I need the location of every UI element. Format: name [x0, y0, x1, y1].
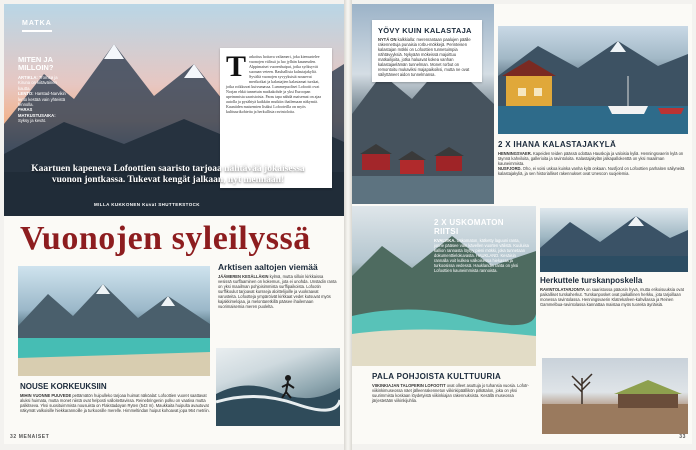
rorbu-body: NYTÄ ON kalkkialla: merenrantaan paalujen päälle rakennettuja punaisia rorbu-mökkejä. Perinteisen kalastajan mökki on Lofoottien tunnetuimpia nähtävyyksiä. Nykyään mökeissä majoittuu matkailijoita, jotka haluavat kokea vanhan kalastajaelämän tunnelman. Monet rorbut on remontoitu mukaviksi majapaikoiksi, mutta ne ovat säilyttäneet aidon tunnelmansa.: [378, 37, 471, 77]
page-gutter: [344, 0, 352, 450]
beaches-column: [434, 218, 530, 273]
beaches-heading: 2 X USKOMATON RIITSI: [434, 218, 504, 236]
beaches-body: KVALVIKA. Uskomaton, kätketty laguuni ranta, jonne pääsee vain kävellen vuorten välistä. Kuuluisa kallion rannasta löytyy pieni mökki, joka tunnetaan dokumenttielokuvasta. HAUKLAND. Kesäisin rannalla voit kulkea valkoisessa hiekassa ja turkoosissa vedessä. Hauklandin ranta on yksi Lofoottien kauneimmista rannoista.: [434, 238, 529, 273]
surf-body: JÄÄMEREN KESÄLLÄKIN kylmä, mutta silloin kirkkaissa vesissä surffaaminen on kokemus, jota ei unohda. Unstadin ranta on yksi maailman pohjoisimmista surffipaikoista. Lofootin surffikoulut tarjoavat kursseja aloittelijoille ja vuokraavat varusteita. Lofootteja ympäröivät kirkkaat vedet kutsuvat myös kajakkimelojaa, ja melontaretkillä pääsee ihailemaan vuorimaisemia meren puolelta.: [218, 274, 337, 309]
surfer-photo: [216, 348, 340, 426]
food-column: [540, 276, 688, 307]
culture-body: VIIKINKIAJAN TALOPERIN LOFOOTIT ovat olleet asuttuja jo tuhansia vuosia. Lofotr-viikinkimuseossa näet jälleenrakennetun viikinkipäällikön pitkätalon, joka on yksi suurimmista koskaan löydetyistä viikinkiajan rakennuksista. Kesällä museossa järjestetään viikinkijuhlia.: [372, 383, 529, 403]
harbor-photo: [498, 26, 688, 134]
village-column: [498, 140, 688, 176]
sidebar-line: LENTO: Harstad-Narvikin lento kestää vain yhteistä lennolla.: [18, 91, 66, 108]
right-page: [352, 4, 692, 444]
surf-heading: Arktisen aaltojen viemää: [218, 262, 318, 272]
left-page: [4, 4, 344, 444]
lagoon-photo: [18, 266, 210, 376]
village-body-1: HENNINGSVAER. Kapeiden teiden päässä odottaa Hauskoja ja valoisia kyliä. Henningsvaerin kylä on täynnä kahviloita, gallerioita ja ravintoloita. Kalastajakylän jalkapallokenttä on yksi maailman kauneimmista.: [498, 151, 684, 166]
page-folio-right: 33: [679, 434, 686, 440]
culture-heading: PALA POHJOISTA KULTTUURIA: [372, 372, 502, 381]
section-kicker: MATKA: [22, 20, 52, 27]
hiking-column: [20, 382, 212, 413]
photo-credit: MILLA KUKKONEN Kuvat SHUTTERSTOCK: [94, 202, 200, 207]
surf-column: [218, 262, 338, 309]
sidebar-line: ARTIKLA: Tromsø ja Kiruna on kiitäväinen kautta.: [18, 75, 58, 91]
sidebar-line: PARAS MATKUSTUSAIKA: Syksy ja kevät.: [18, 107, 56, 124]
info-sidebar: [18, 56, 66, 124]
page-folio-left: 32 MENAISET: [10, 434, 50, 440]
kicker-rule: [22, 30, 52, 32]
village-body-2: NUSFJORD. Oho, ei voisi uskoa kuinka vanha kylä onkaan. Nusfjord on Lofoottien parhaiten säilyneitä kalastajakyliä, ja sen historialliset rakennukset ovat Unescon suojelemia.: [498, 166, 685, 176]
drop-cap: T: [226, 50, 247, 83]
intro-text: arkoitus hoitava valtameri, joka kiemurtelee vuonojen välissä ja luo jylhän kauneuden. Alppimaiset vuorenhuiput, jotka syöksyvät suoraan veteen. Rauhallisia kalastajakyliä. Syvältä vuonojen syvyyksistä nousevat merikotkat ja kalastajien kalastamat turskat, jotka roikkuvat kuivumassa. Lummepuoliset Lofootit ovat Norjan ehkä tunnetuin matkakohde ja yksi Euroopan upeimmista saaristoista. Paras tapa nähdä maisemat on ajaa autolla ja pysähtyä kaikkiin mutkiin ihailemaan näkymiä. Kauniiden maisemien lisäksi Lofooteilla on myös kulttuurikohteita ja herkullisia ravintoloita.: [226, 54, 322, 114]
hiking-heading: NOUSE KORKEUKSIIN: [20, 382, 107, 391]
pull-quote: Kaartuen kapeneva Lofoottien saaristo tarjoaa nähtävää jokaisessa vuonon jontkassa. Tukevat kengät jalkaan, nyt mennään!: [31, 164, 305, 185]
article-headline: Vuonojen syleilyssä: [20, 220, 311, 257]
village-heading: 2 X IHANA KALASTAJAKYLÄ: [498, 140, 617, 149]
mountain-photo: [540, 208, 688, 272]
culture-column: [372, 372, 536, 403]
hero-photo: [4, 4, 344, 216]
museum-photo: [542, 358, 688, 434]
hiking-body: MIHIN VUONNE PUUVEDE pettämätön huipulleko tarjoaa huimat näköalat: Lofoottien vuoret saattavat aluksi huimata, mutta monet niistä ovat helposti valloitettavissa. Reinebringenin polku on vaativa mutta palkitseva. Yksi suosituimmista nousuista on Flakstadøyan Ryten (543 m). Maukkaita huipulta avautuvat näkymät valkoisille hiekkarannoille ja turkoosille merelle. Himmeltindan huiput kohoavat jopa 964 metriin.: [20, 393, 210, 413]
sidebar-heading: MITEN JA MILLOIN?: [18, 55, 54, 72]
rorbu-card: [372, 20, 482, 82]
rorbu-heading: YÖVY KUIN KALASTAJA: [378, 26, 472, 35]
food-heading: Herkuttele turskanposkella: [540, 276, 643, 285]
food-body: RAVINTOLATARJONTA on saaristossa pääosin hyvä, mutta erikoisuuksia ovat paikalliset turskaherkut. Turskanposket ovat paikallinen herkku, jota tarjoillaan monessa ravintolassa. Henningsvaerin Klatrekafeen-kahvilassa ja Reinen Gammelbua-ravintolassa kannattaa maistaa myös tuoreita äyriäisiä.: [540, 287, 684, 307]
